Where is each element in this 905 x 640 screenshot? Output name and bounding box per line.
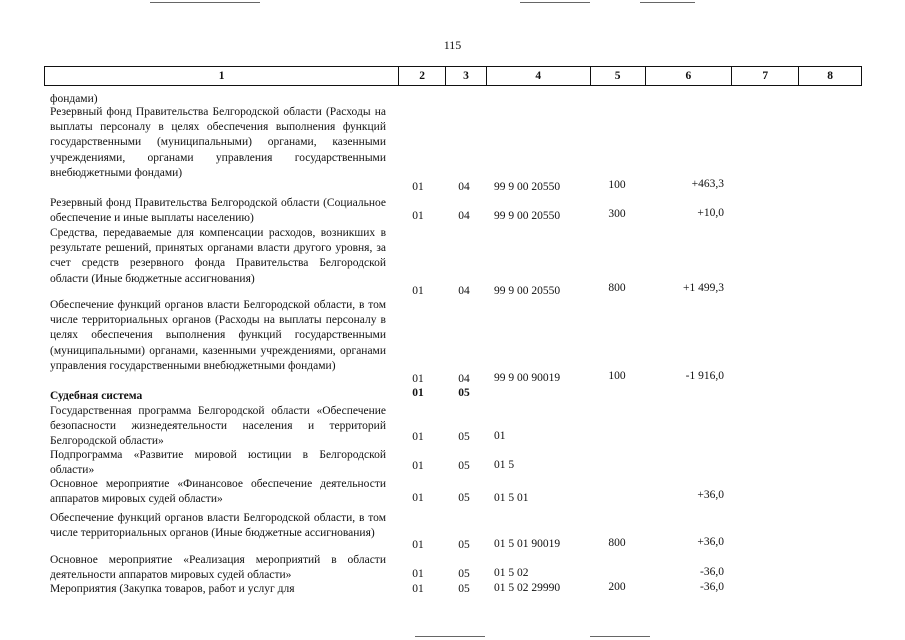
row-8-description: Основное мероприятие «Финансовое обеспечение деятельности аппаратов мировых судей области»: [50, 478, 386, 506]
row-9-description: Обеспечение функций органов власти Белгородской области, в том числе территориальных органов (Иные бюджетные ассигнования): [50, 512, 386, 540]
header-col-2: 2: [399, 67, 446, 85]
row-6-description: Государственная программа Белгородской области «Обеспечение безопасности жизнедеятельности населения и территорий Белгородской области»: [50, 405, 386, 448]
row-10-col-3: 05: [458, 568, 470, 580]
row-4-col-4: 99 9 00 90019: [494, 372, 561, 384]
row-2-col-6: +10,0: [697, 207, 724, 219]
row-3-col-3: 04: [458, 285, 470, 297]
row-11-col-2: 01: [412, 583, 424, 595]
row-2-col-2: 01: [412, 210, 424, 222]
row-9-col-4: 01 5 01 90019: [494, 538, 561, 550]
row-1-col-3: 04: [458, 181, 470, 193]
row-4-col-2: 01: [412, 373, 424, 385]
row-2-col-3: 04: [458, 210, 470, 222]
header-col-7: 7: [732, 67, 799, 85]
row-3-description: Средства, передаваемые для компенсации расходов, возникших в результате решений, принятых органами власти другого уровня, за счет средств резервного фонда Правительства Белгородской области (Иные бюджетные ассигнования): [50, 227, 386, 285]
header-col-5: 5: [591, 67, 646, 85]
row-2-description: Резервный фонд Правительства Белгородской области (Социальное обеспечение и иные выплаты населению): [50, 197, 386, 225]
row-8-col-4: 01 5 01: [494, 492, 529, 504]
header-col-8: 8: [827, 70, 833, 82]
header-col-1: 1: [45, 67, 399, 85]
row-10-col-2: 01: [412, 568, 424, 580]
row-6-col-2: 01: [412, 431, 424, 443]
row-11-description: Мероприятия (Закупка товаров, работ и услуг для: [50, 583, 295, 595]
row-11-col-6: -36,0: [700, 581, 724, 593]
row-1-col-6: +463,3: [691, 178, 724, 190]
row-11-col-5: 200: [608, 581, 626, 593]
row-4-description: Обеспечение функций органов власти Белгородской области, в том числе территориальных органов (Расходы на выплаты персоналу в целях обеспечения выполнения функций государственными (муниципальными) органами, казенными учреждениями, органами управления государственными внебюджетными фондами): [50, 299, 386, 372]
row-7-description: Подпрограмма «Развитие мировой юстиции в Белгородской области»: [50, 449, 386, 477]
row-10-description: Основное мероприятие «Реализация мероприятий в области деятельности аппаратов мировых судей области»: [50, 554, 386, 582]
row-11-col-4: 01 5 02 29990: [494, 582, 561, 594]
scan-edge-top-right: [640, 2, 695, 3]
row-7-col-2: 01: [412, 460, 424, 472]
row-5-col-3: 05: [458, 387, 470, 399]
page-number: 115: [443, 38, 462, 52]
scan-edge-top-mid: [520, 2, 590, 3]
row-8-col-3: 05: [458, 492, 470, 504]
row-1-description: Резервный фонд Правительства Белгородской области (Расходы на выплаты персоналу в целях обеспечения выполнения функций государственными (муниципальными) органами, казенными учреждениями, органами управления государственными внебюджетными фондами): [50, 106, 386, 179]
row-1-col-4: 99 9 00 20550: [494, 181, 561, 193]
row-9-col-6: +36,0: [697, 536, 724, 548]
row-3-col-5: 800: [608, 282, 626, 294]
row-7-col-3: 05: [458, 460, 470, 472]
row-9-col-3: 05: [458, 539, 470, 551]
row-7-col-4: 01 5: [494, 459, 515, 471]
row-11-col-3: 05: [458, 583, 470, 595]
row-1-col-5: 100: [608, 179, 626, 191]
header-col-6: 6: [646, 67, 733, 85]
row-3-col-6: +1 499,3: [683, 282, 724, 294]
row-8-col-6: +36,0: [697, 489, 724, 501]
row-10-col-4: 01 5 02: [494, 567, 529, 579]
row-3-col-4: 99 9 00 20550: [494, 285, 561, 297]
row-8-col-2: 01: [412, 492, 424, 504]
row-9-col-2: 01: [412, 539, 424, 551]
row-3-col-2: 01: [412, 285, 424, 297]
scan-edge-top-left: [150, 2, 260, 3]
row-1-col-2: 01: [412, 181, 424, 193]
header-col-3: 3: [446, 67, 487, 85]
row-4-col-6: -1 916,0: [685, 370, 724, 382]
row-6-col-4: 01: [494, 430, 506, 442]
table-header: [44, 66, 862, 86]
row-5-description: Судебная система: [50, 390, 143, 402]
row-10-col-6: -36,0: [700, 566, 724, 578]
row-5-col-2: 01: [412, 387, 424, 399]
row-2-col-5: 300: [608, 208, 626, 220]
row-2-col-4: 99 9 00 20550: [494, 210, 561, 222]
row-9-col-5: 800: [608, 537, 626, 549]
row-4-col-5: 100: [608, 370, 626, 382]
scan-edge-bottom-right: [590, 636, 650, 637]
row-4-col-3: 04: [458, 373, 470, 385]
row-0-description: фондами): [50, 93, 98, 105]
row-6-col-3: 05: [458, 431, 470, 443]
header-col-4: 4: [487, 67, 591, 85]
scan-edge-bottom-mid: [415, 636, 485, 637]
